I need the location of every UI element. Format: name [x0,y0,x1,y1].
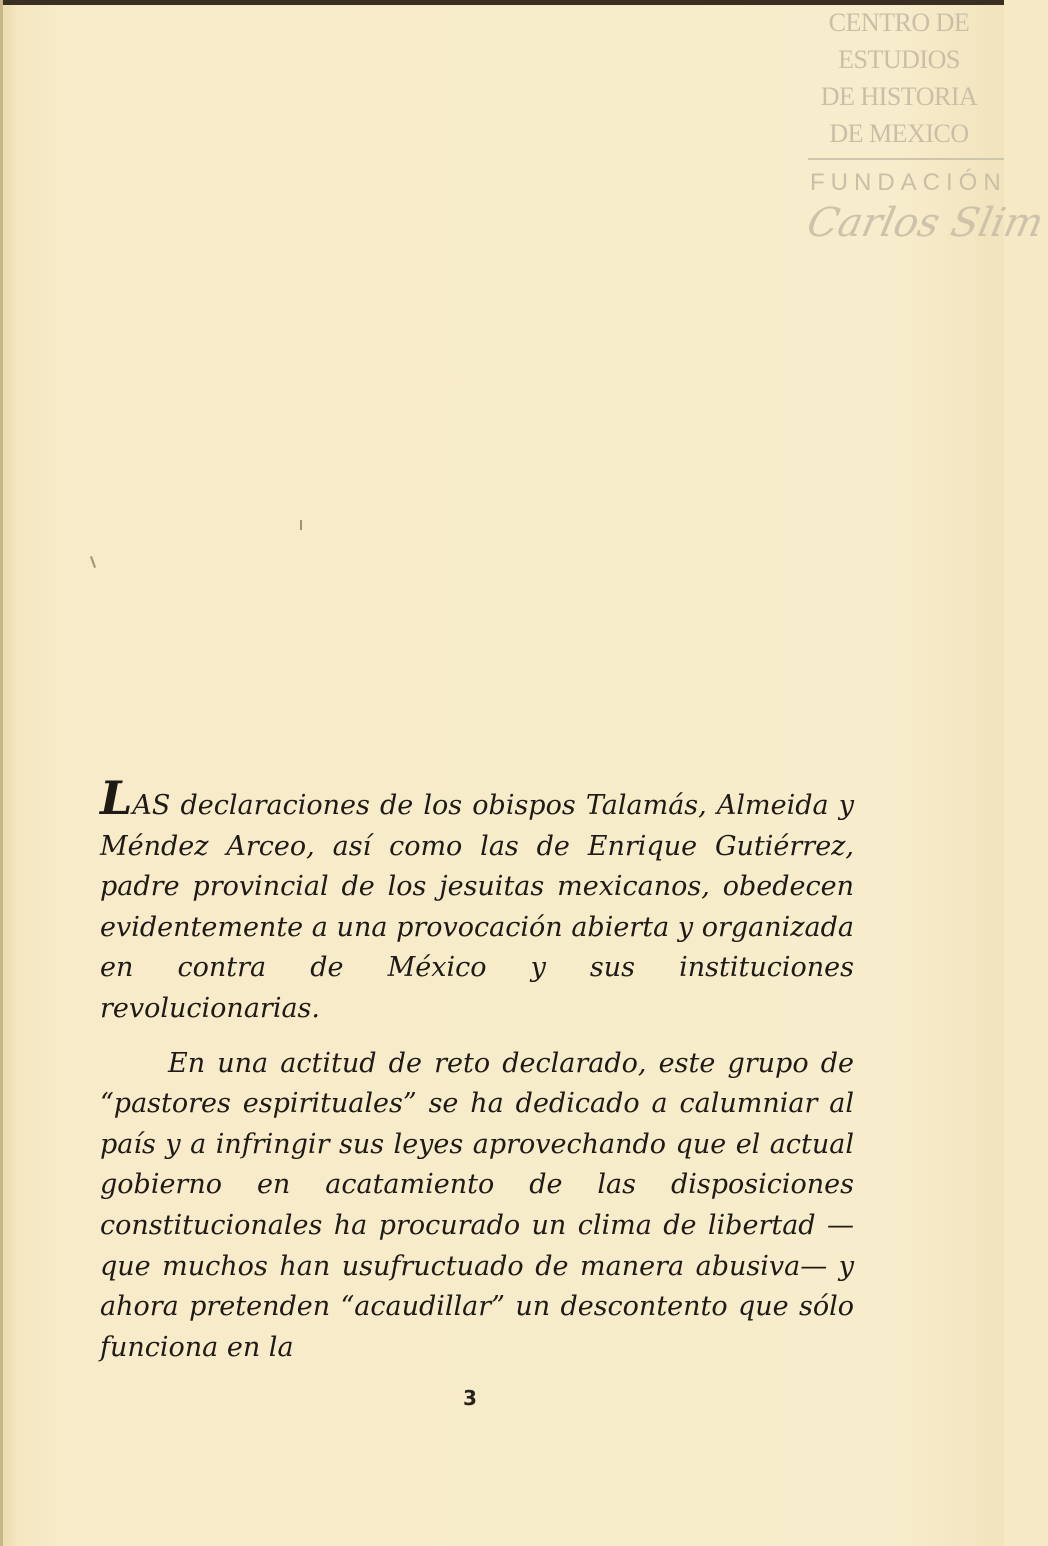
page-number: 3 [463,1386,477,1410]
paper-speck [300,520,302,530]
paper-speck [90,556,96,568]
paragraph-2: En una actitud de reto declarado, este grupo de “pastores espirituales” se ha dedicado a calumniar al país y a infringir sus leyes aprovechando que el actual gobierno en acatamiento de las disposiciones constitucionales ha procurado un clima de libertad —que muchos han usufructuado de manera abusiva— y ahora pretenden “acaudillar” un descontento que sólo funciona en la [100,1047,854,1363]
watermark-rule [808,158,1004,160]
watermark-foundation: FUNDACIÓN [810,169,1007,196]
body-text [100,771,854,1382]
paragraph-1 [100,771,854,1030]
watermark-line-4: DE MEXICO [829,119,969,148]
drop-cap: L [100,771,133,825]
watermark-line-2: ESTUDIOS [838,45,960,74]
watermark-signature: Carlos Slim [803,200,1048,246]
watermark-line-3: DE HISTORIA [820,82,978,111]
archive-watermark [794,4,1048,246]
watermark-line-1: CENTRO DE [828,8,970,37]
paragraph-1-text: AS declaraciones de los obispos Talamás, Almeida y Méndez Arceo, así como las de Enrique Gutiérrez, padre provincial de los jesuitas mexicanos, obedecen evidentemente a una provocación abierta y organizada en contra de México y sus instituciones revolucionarias. [100,790,854,1024]
page-left-edge [0,0,3,1546]
